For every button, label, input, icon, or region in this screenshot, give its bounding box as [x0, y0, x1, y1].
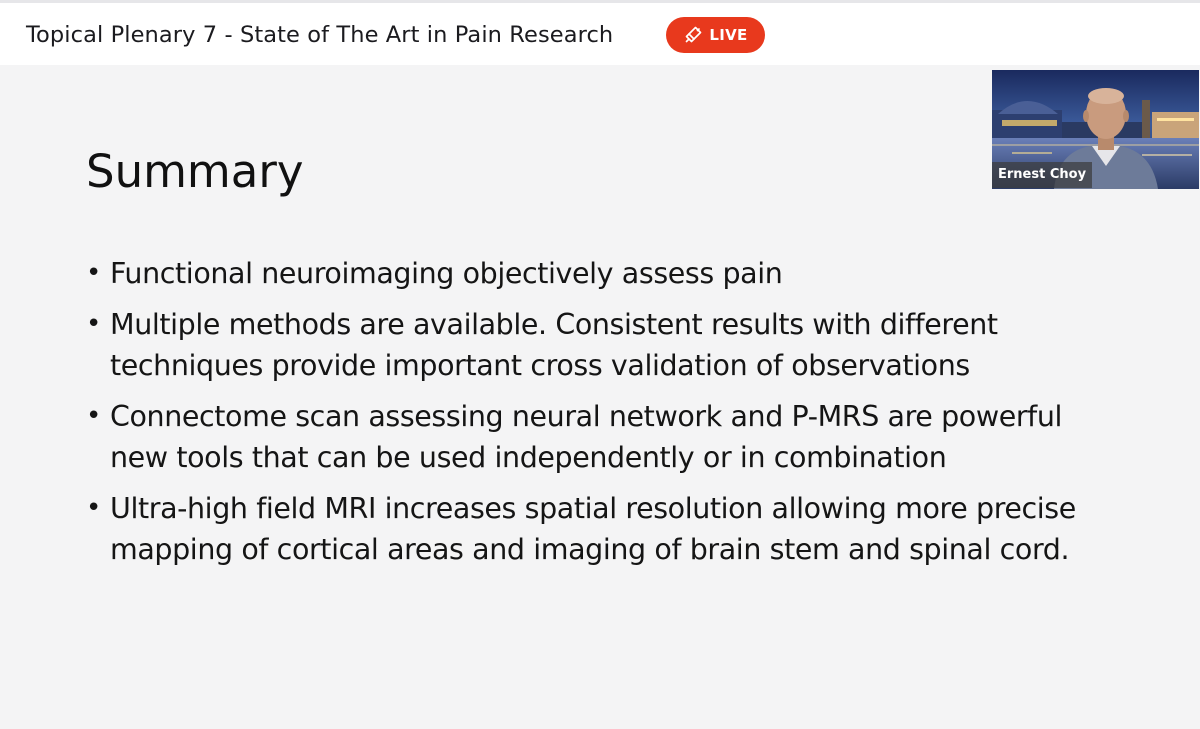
- presentation-slide: [0, 65, 1200, 729]
- bullet-dot-icon: •: [86, 493, 101, 523]
- bullet-dot-icon: •: [86, 401, 101, 431]
- slide-title: Summary: [86, 145, 304, 198]
- bullet-item: [84, 253, 1114, 294]
- bullet-item: [84, 396, 1114, 478]
- session-title: Topical Plenary 7 - State of The Art in Pain Research: [26, 22, 614, 48]
- bullet-text: Connectome scan assessing neural network and P-MRS are powerful new tools that can be used independently or in combination: [110, 400, 1062, 474]
- bullet-dot-icon: •: [86, 309, 101, 339]
- bullet-text: Functional neuroimaging objectively assess pain: [110, 257, 783, 290]
- bullet-list: [84, 253, 1114, 580]
- bullet-item: [84, 304, 1114, 386]
- speaker-video-tile[interactable]: [992, 70, 1199, 189]
- bullet-text: Multiple methods are available. Consistent results with different techniques provide important cross validation of observations: [110, 308, 998, 382]
- speaker-name-label: Ernest Choy: [992, 162, 1092, 188]
- live-label: LIVE: [709, 26, 748, 44]
- live-badge[interactable]: [666, 17, 765, 53]
- bullet-item: [84, 488, 1114, 570]
- broadcast-pen-icon: [683, 25, 703, 45]
- bullet-text: Ultra-high field MRI increases spatial resolution allowing more precise mapping of cortical areas and imaging of brain stem and spinal cord.: [110, 492, 1076, 566]
- session-header: [0, 3, 1200, 65]
- bullet-dot-icon: •: [86, 258, 101, 288]
